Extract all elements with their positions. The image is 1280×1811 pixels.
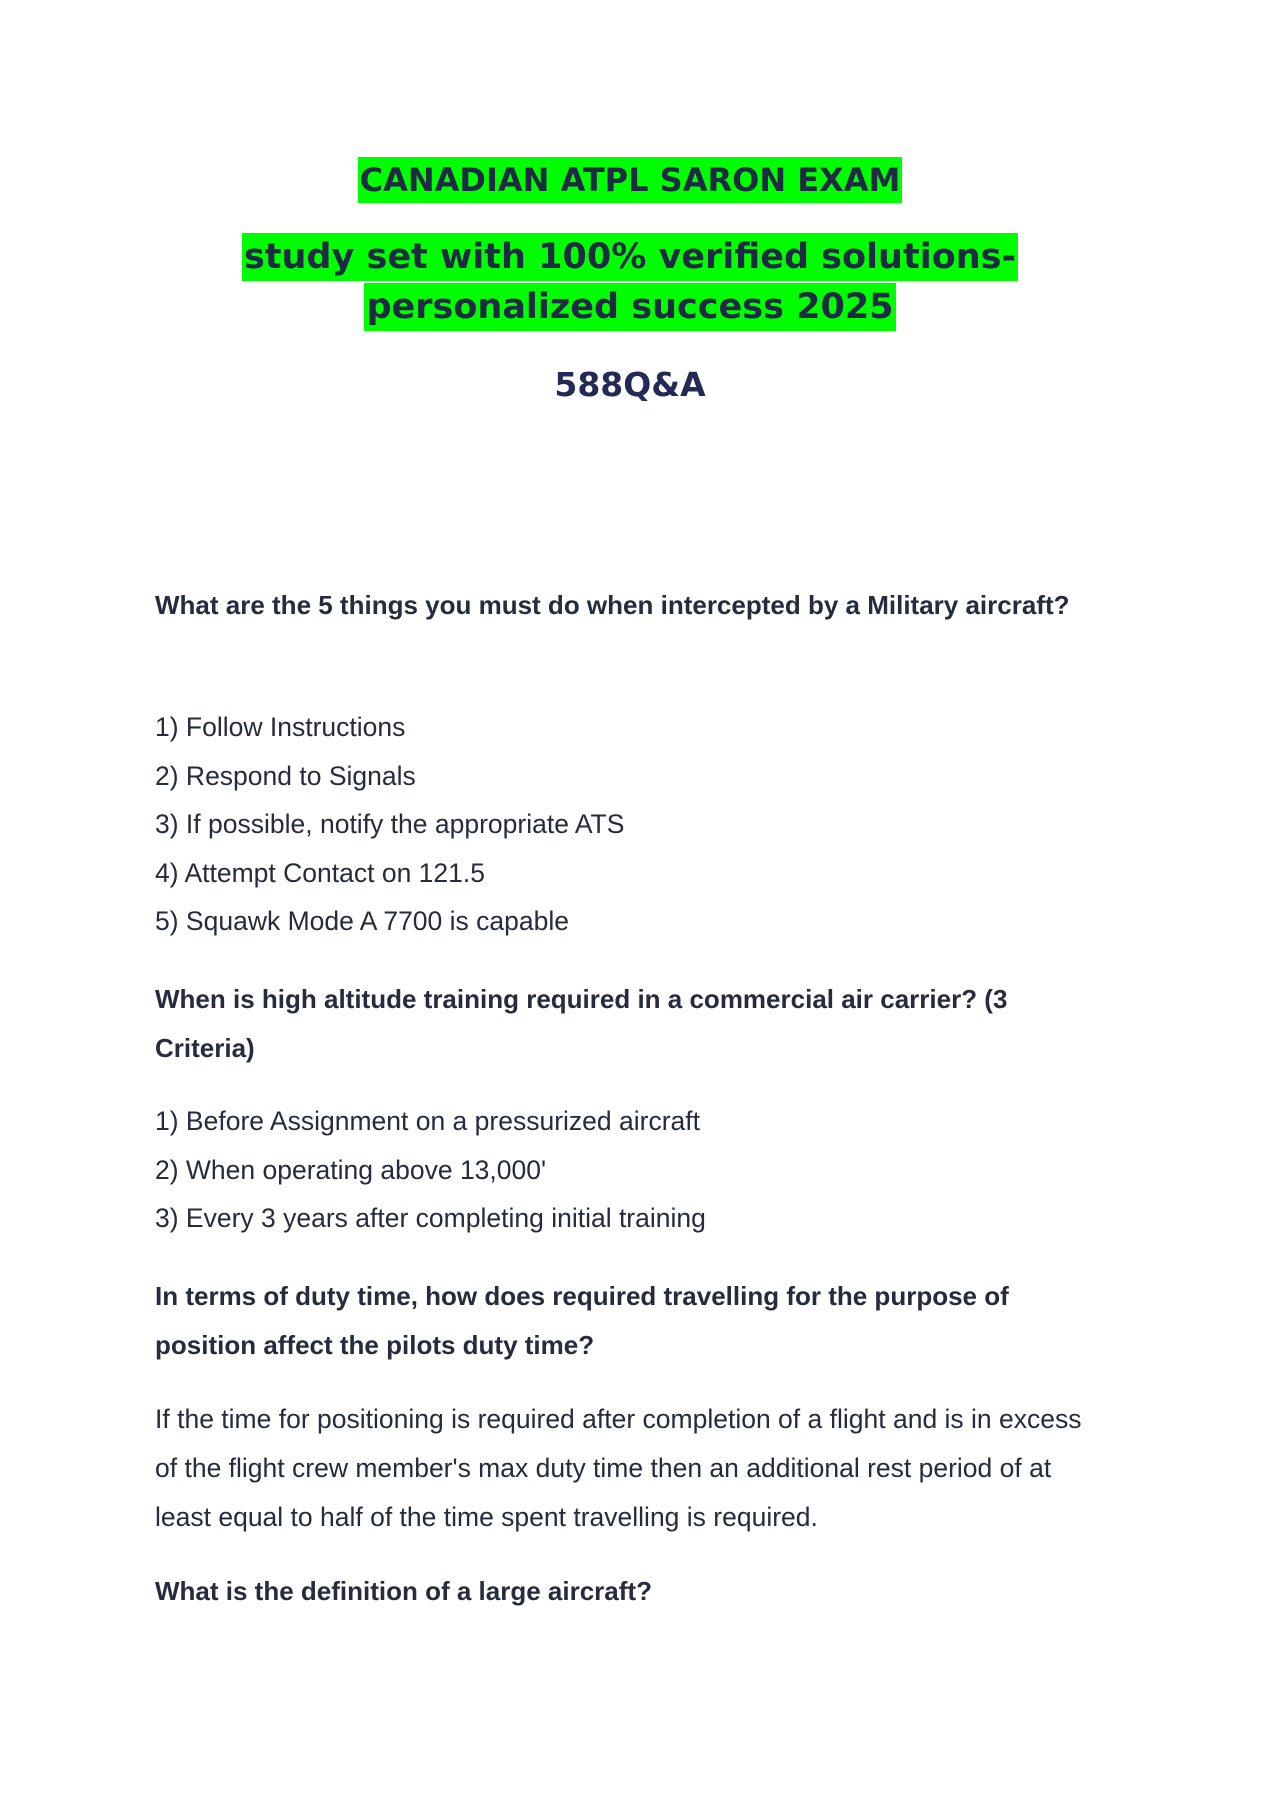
document-subtitle — [150, 232, 1110, 332]
question-count: 588Q&A — [554, 365, 706, 404]
answer-paragraph: If the time for positioning is required after completion of a flight and is in excess of the flight crew member's max duty time then an additional rest period of at least equal to half of the time spent travelling is required. — [155, 1404, 1082, 1532]
question-text: What is the definition of a large aircraft? — [155, 1576, 652, 1606]
answer-item: 1) Before Assignment on a pressurized aircraft — [155, 1106, 700, 1136]
answer-item: 3) If possible, notify the appropriate ATS — [155, 809, 625, 839]
document-title-text: CANADIAN ATPL SARON EXAM — [358, 157, 903, 203]
answer-item: 1) Follow Instructions — [155, 712, 406, 742]
qa-item — [155, 1272, 1095, 1370]
answer-item: 2) Respond to Signals — [155, 760, 416, 791]
answer-list — [155, 703, 1095, 946]
answer-item: 2) When operating above 13,000' — [155, 1154, 547, 1185]
document-title — [150, 153, 1110, 207]
question-text: What are the 5 things you must do when intercepted by a Military aircraft? — [155, 590, 1070, 620]
question-text: In terms of duty time, how does required travelling for the purpose of position affect the pilots duty time? — [155, 1281, 1009, 1360]
answer-item: 4) Attempt Contact on 121.5 — [155, 857, 485, 888]
answer-paragraph-wrap — [155, 1395, 1095, 1542]
document-subtitle-text: study set with 100% verified solutions-personalized success 2025 — [242, 233, 1018, 331]
qa-item — [155, 975, 1095, 1073]
qa-item — [155, 1567, 1095, 1616]
answer-item: 5) Squawk Mode A 7700 is capable — [155, 906, 569, 936]
qa-item — [155, 581, 1095, 630]
question-text: When is high altitude training required in a commercial air carrier? (3 Criteria) — [155, 984, 1008, 1063]
answer-list — [155, 1097, 1095, 1243]
answer-item: 3) Every 3 years after completing initial training — [155, 1203, 706, 1233]
